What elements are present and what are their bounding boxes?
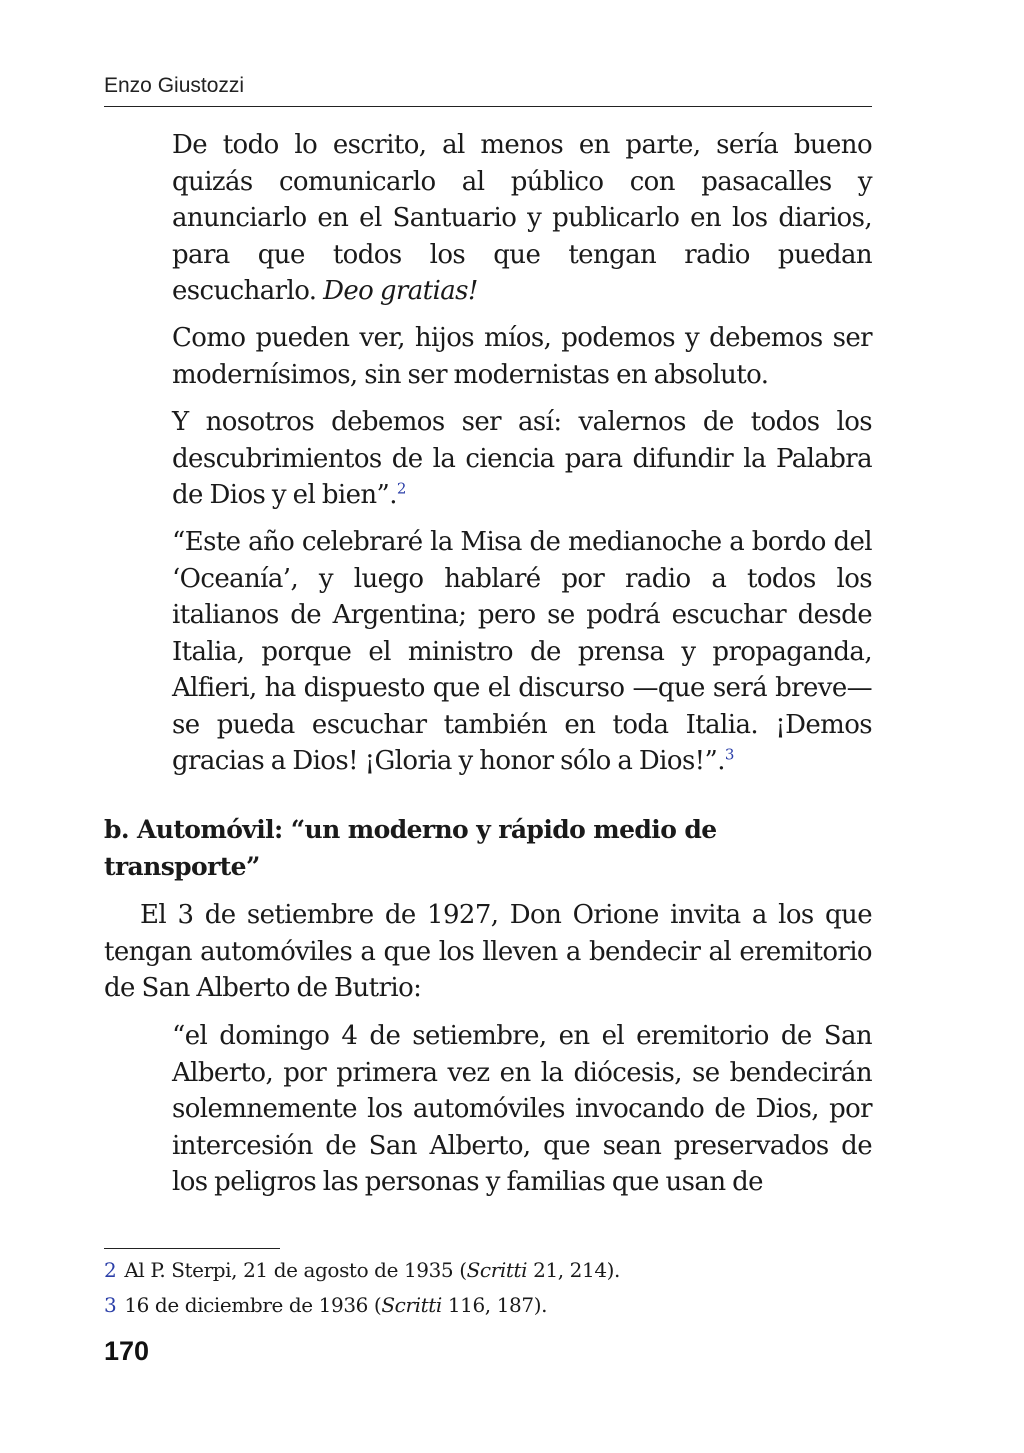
running-header: Enzo Giustozzi [104,74,245,97]
footnote-text: Al P. Sterpi, 21 de agosto de 1935 ( [124,1258,467,1282]
quote-text: “el domingo 4 de setiembre, en el eremitorio de San Alberto, por primera vez en la diócesis, se bendecirán solemnemente los automóviles invocando de Dios, por intercesión de San Alberto, que sean preservados de los peligros las personas y familias que usan de [172,1021,872,1197]
quote-text: “Este año celebraré la Misa de medianoche a bordo del ‘Oceanía’, y luego hablaré por radio a todos los italianos de Argentina; pero se podrá escuchar desde Italia, porque el ministro de prensa y propaganda, Alfieri, ha dispuesto que el discurso —que será breve— se pueda escuchar también en toda Italia. ¡Demos gracias a Dios! ¡Gloria y honor sólo a Dios!”. [172,527,872,776]
quote-text: Y nosotros debemos ser así: valernos de todos los descubrimientos de la ciencia para difundir la Palabra de Dios y el bien”. [172,407,872,510]
block-quote-1 [172,127,872,310]
section-number: b. [104,815,129,844]
block-quote-3 [172,404,872,514]
footnote-italic: Scritti [466,1258,528,1282]
body-paragraph [104,897,872,1007]
footnote-text: 16 de diciembre de 1936 ( [124,1293,382,1317]
footnote-text: 116, 187). [441,1293,548,1317]
block-quote-4 [172,524,872,780]
quote-italic-text: Deo gratias! [323,276,478,306]
section-heading [104,811,872,885]
footnote-3 [104,1292,872,1318]
footnote-number: 2 [104,1258,117,1282]
footnote-rule [104,1248,280,1249]
footnote-ref-3[interactable]: 3 [724,745,735,764]
footnote-2 [104,1257,872,1283]
quote-text: Como pueden ver, hijos míos, podemos y debemos ser modernísimos, sin ser modernistas en absoluto. [172,323,872,390]
block-quote-2 [172,320,872,393]
footnote-italic: Scritti [381,1293,442,1317]
footnote-ref-2[interactable]: 2 [396,479,407,498]
section-title: Automóvil: “un moderno y rápido medio de transporte” [104,815,717,881]
footnote-number: 3 [104,1293,117,1317]
footnote-text: 21, 214). [527,1258,621,1282]
block-quote-5 [172,1018,872,1201]
paragraph-text: El 3 de setiembre de 1927, Don Orione invita a los que tengan automóviles a que los lleven a bendecir al eremitorio de San Alberto de Butrio: [104,900,872,1003]
page-number: 170 [104,1336,150,1366]
quote-text: De todo lo escrito, al menos en parte, sería bueno quizás comunicarlo al público con pasacalles y anunciarlo en el Santuario y publicarlo en los diarios, para que todos los que tengan radio puedan escucharlo. [172,130,872,306]
header-rule [104,106,872,107]
